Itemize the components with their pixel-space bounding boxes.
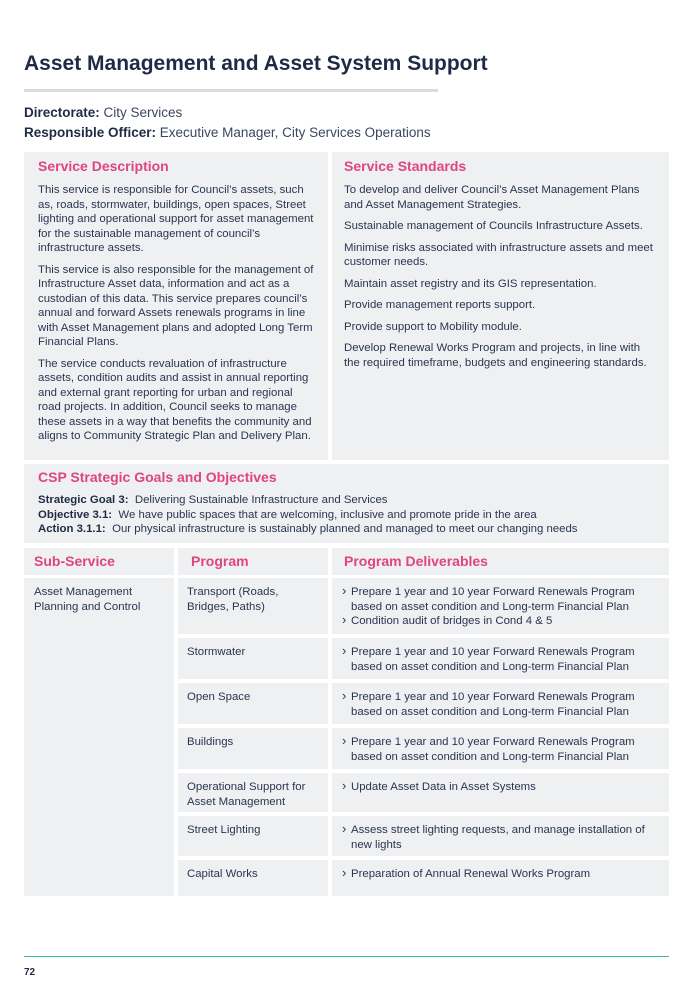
deliverables-cell: [332, 816, 669, 856]
page-title: Asset Management and Asset System Support: [24, 52, 488, 75]
program-cell: [178, 683, 328, 724]
service-standard-item: To develop and deliver Council’s Asset Management Plans and Asset Management Strategies.: [344, 184, 640, 211]
table-header-program: [178, 548, 328, 575]
sub-service-text: Asset Management Planning and Control: [34, 586, 141, 613]
title-divider: [24, 89, 438, 92]
deliverables-cell: [332, 683, 669, 724]
table-header-label: Program: [191, 553, 249, 569]
service-description-paragraph: This service is responsible for Council’s assets, such as, roads, stormwater, buildings, open spaces, Street lighting and operational support for asset management for the sustainable management of council’s infrastructure assets.: [38, 184, 314, 254]
service-description-paragraph: This service is also responsible for the management of Infrastructure Asset data, information and act as a custodian of this data. This service prepares council’s annual and forward Assets renewals programs in line with Asset Management plans and adopted Long Term Financial Plans.: [38, 263, 314, 348]
action-label: Action 3.1.1:: [38, 523, 106, 535]
strategic-goal-label: Strategic Goal 3:: [38, 494, 129, 506]
sub-service-cell: [24, 578, 174, 896]
deliverables-cell: [332, 860, 669, 896]
program-text: Open Space: [187, 691, 251, 703]
service-standard-item: Provide support to Mobility module.: [344, 320, 522, 333]
table-header-deliverables: [332, 548, 669, 575]
table-header-label: Program Deliverables: [344, 553, 488, 569]
deliverable-item: › Condition audit of bridges in Cond 4 & 5: [342, 614, 661, 629]
service-description-paragraph: The service conducts revaluation of infrastructure assets, condition audits and assist in annual reporting and external grant reporting for urban and regional road projects. In addition, Council seeks to manage these assets in a way that benefits the community and aligns to Community Strategic Plan and Delivery Plan.: [38, 357, 312, 442]
objective-label: Objective 3.1:: [38, 508, 113, 521]
program-text: Transport (Roads, Bridges, Paths): [187, 586, 279, 613]
officer-label: Responsible Officer:: [24, 125, 157, 140]
program-text: Street Lighting: [187, 824, 261, 836]
program-text: Stormwater: [187, 646, 246, 658]
action-text: Our physical infrastructure is sustainably planned and managed to meet our changing needs: [112, 523, 578, 535]
service-description-panel: [24, 152, 328, 460]
program-text: Buildings: [187, 736, 234, 748]
deliverable-item: › Prepare 1 year and 10 year Forward Renewals Program based on asset condition and Long-term Financial Plan: [342, 585, 661, 614]
objective-text: We have public spaces that are welcoming, inclusive and promote pride in the area: [118, 508, 537, 521]
service-standard-item: Develop Renewal Works Program and projects, in line with the required timeframe, budgets and engineering standards.: [344, 342, 647, 369]
service-standards-heading: Service Standards: [344, 158, 467, 174]
csp-goals-panel: [24, 464, 669, 543]
service-standard-item: Provide management reports support.: [344, 299, 536, 311]
service-standard-item: Maintain asset registry and its GIS representation.: [344, 277, 597, 290]
strategic-goal-line: [38, 493, 659, 508]
deliverable-item: › Preparation of Annual Renewal Works Program: [342, 867, 661, 882]
deliverables-cell: [332, 638, 669, 679]
program-cell: [178, 816, 328, 856]
directorate-value: City Services: [103, 105, 183, 120]
deliverable-item: › Prepare 1 year and 10 year Forward Renewals Program based on asset condition and Long-term Financial Plan: [342, 645, 661, 674]
deliverable-item: › Prepare 1 year and 10 year Forward Renewals Program based on asset condition and Long-term Financial Plan: [342, 735, 661, 764]
service-standards-panel: [332, 152, 669, 460]
officer-value: Executive Manager, City Services Operations: [159, 125, 431, 140]
deliverable-item: › Update Asset Data in Asset Systems: [342, 780, 661, 795]
deliverable-item: › Assess street lighting requests, and manage installation of new lights: [342, 823, 661, 852]
footer-divider: [24, 956, 669, 957]
table-header-sub-service: [24, 548, 174, 575]
table-header-label: Sub-Service: [34, 553, 115, 569]
directorate-label: Directorate:: [24, 105, 100, 120]
program-cell: [178, 728, 328, 769]
service-standard-item: Sustainable management of Councils Infrastructure Assets.: [344, 220, 643, 232]
program-cell: [178, 638, 328, 679]
deliverables-cell: [332, 578, 669, 634]
strategic-goal-text: Delivering Sustainable Infrastructure and Services: [134, 494, 388, 506]
action-line: [38, 522, 659, 537]
program-text: Operational Support for Asset Management: [187, 781, 306, 808]
program-cell: [178, 860, 328, 896]
service-description-heading: Service Description: [38, 158, 169, 174]
deliverables-cell: [332, 773, 669, 812]
officer-line: [24, 125, 431, 140]
csp-heading: CSP Strategic Goals and Objectives: [38, 469, 277, 485]
objective-line: [38, 508, 659, 523]
deliverable-item: › Prepare 1 year and 10 year Forward Renewals Program based on asset condition and Long-term Financial Plan: [342, 690, 661, 719]
service-standard-item: Minimise risks associated with infrastructure assets and meet customer needs.: [344, 241, 653, 268]
program-cell: [178, 578, 328, 634]
program-text: Capital Works: [187, 868, 258, 880]
program-cell: [178, 773, 328, 812]
page-number: 72: [24, 967, 36, 978]
deliverables-cell: [332, 728, 669, 769]
directorate-line: [24, 105, 182, 120]
